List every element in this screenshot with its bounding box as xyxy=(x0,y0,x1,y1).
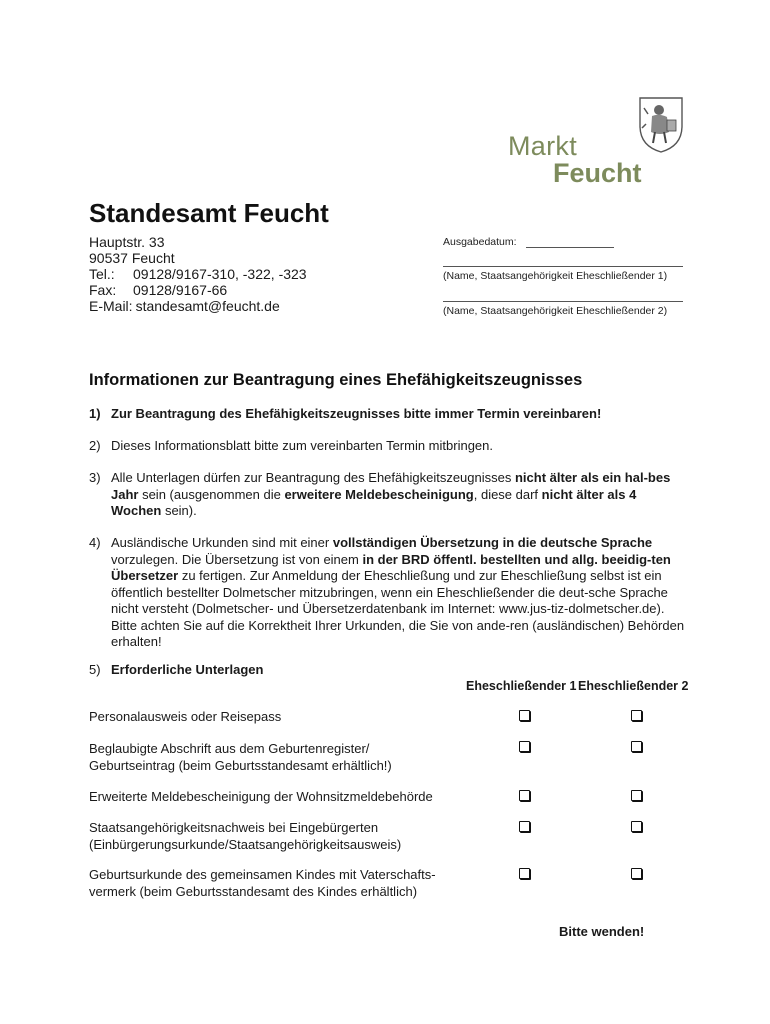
item-text: Zur Beantragung des Ehefähigkeitszeugnisses bitte immer Termin vereinbaren! xyxy=(111,406,602,421)
checkbox-1[interactable] xyxy=(519,821,530,832)
section-heading: Informationen zur Beantragung eines Ehefähigkeitszeugnisses xyxy=(89,371,583,389)
checkbox-1[interactable] xyxy=(519,790,530,801)
column-header-2: Eheschließender 2 xyxy=(578,679,689,693)
item-text: Alle Unterlagen dürfen zur Beantragung des Ehefähigkeitszeugnisses nicht älter als ein hal-bes Jahr sein (ausgenommen die erweitere Meldebescheinigung, diese darf nicht älter als 4 Wochen sein). xyxy=(111,470,671,518)
address-street: Hauptstr. 33 xyxy=(89,234,165,250)
turn-over-note: Bitte wenden! xyxy=(559,924,645,939)
logo-text-markt: Markt xyxy=(508,131,577,161)
address-tel xyxy=(89,266,307,282)
checkbox-2[interactable] xyxy=(631,868,642,879)
info-item-3 xyxy=(89,470,689,520)
address-email xyxy=(89,298,280,314)
page-title: Standesamt Feucht xyxy=(89,198,329,228)
email-label: E-Mail: xyxy=(89,298,133,314)
item-text: Ausländische Urkunden sind mit einer vollständigen Übersetzung in die deutsche Sprache vorzulegen. Die Übersetzung ist von einem in der BRD öffentl. bestellten und allg. beeidig-ten Übersetzer zu fertigen. Zur Anmeldung der Eheschließung und zur Eheschließung selbst ist ein öffentlich bestellter Dolmetscher mitzubringen, wenn ein Eheschließender die deut-sche Sprache nicht versteht (Dolmetscher- und Übersetzerdatenbank im Internet: www.jus-tiz-dolmetscher.de). Bitte achten Sie auf die Korrektheit Ihrer Urkunden, die Sie von ande-ren (ausländischen) Behörden erhalten! xyxy=(111,535,685,649)
address-city: 90537 Feucht xyxy=(89,250,175,266)
document-label: Geburtsurkunde des gemeinsamen Kindes mit Vaterschafts-vermerk (beim Geburtsstandesamt des Kindes erhältlich) xyxy=(89,867,436,899)
person2-field[interactable] xyxy=(443,301,683,302)
info-item-1 xyxy=(89,406,689,423)
logo-text-feucht: Feucht xyxy=(553,158,642,188)
checkbox-1[interactable] xyxy=(519,710,530,721)
tel-label: Tel.: xyxy=(89,266,115,282)
person1-caption: (Name, Staatsangehörigkeit Eheschließender 1) xyxy=(443,270,668,282)
item-text: Erforderliche Unterlagen xyxy=(111,662,264,677)
person1-field[interactable] xyxy=(443,266,683,267)
document-label: Personalausweis oder Reisepass xyxy=(89,709,282,724)
email-value: standesamt@feucht.de xyxy=(135,298,280,314)
item-number: 2) xyxy=(89,438,101,453)
checkbox-1[interactable] xyxy=(519,741,530,752)
column-header-1: Eheschließender 1 xyxy=(466,679,577,693)
fax-value: 09128/9167-66 xyxy=(133,282,228,298)
info-item-4 xyxy=(89,535,689,651)
person2-caption: (Name, Staatsangehörigkeit Eheschließender 2) xyxy=(443,305,668,317)
document-label: Beglaubigte Abschrift aus dem Geburtenregister/ Geburtseintrag (beim Geburtsstandesamt erhältlich!) xyxy=(89,741,392,773)
item-number: 4) xyxy=(89,535,101,550)
info-item-5 xyxy=(89,662,689,679)
checkbox-2[interactable] xyxy=(631,821,642,832)
tel-value: 09128/9167-310, -322, -323 xyxy=(133,266,307,282)
item-number: 5) xyxy=(89,662,101,677)
document-label: Erweiterte Meldebescheinigung der Wohnsitzmeldebehörde xyxy=(89,789,433,804)
issue-date-field[interactable] xyxy=(526,247,614,248)
item-number: 3) xyxy=(89,470,101,485)
fax-label: Fax: xyxy=(89,282,117,298)
address-fax xyxy=(89,282,227,298)
checkbox-2[interactable] xyxy=(631,741,642,752)
issue-date-label: Ausgabedatum: xyxy=(443,236,517,248)
checkbox-2[interactable] xyxy=(631,710,642,721)
checkbox-2[interactable] xyxy=(631,790,642,801)
document-label: Staatsangehörigkeitsnachweis bei Eingebürgerten (Einbürgerungsurkunde/Staatsangehörigkeitsausweis) xyxy=(89,820,402,852)
info-item-2 xyxy=(89,438,689,455)
checkbox-1[interactable] xyxy=(519,868,530,879)
coat-of-arms-icon xyxy=(638,96,684,154)
item-text: Dieses Informationsblatt bitte zum vereinbarten Termin mitbringen. xyxy=(111,438,493,453)
item-number: 1) xyxy=(89,406,101,421)
